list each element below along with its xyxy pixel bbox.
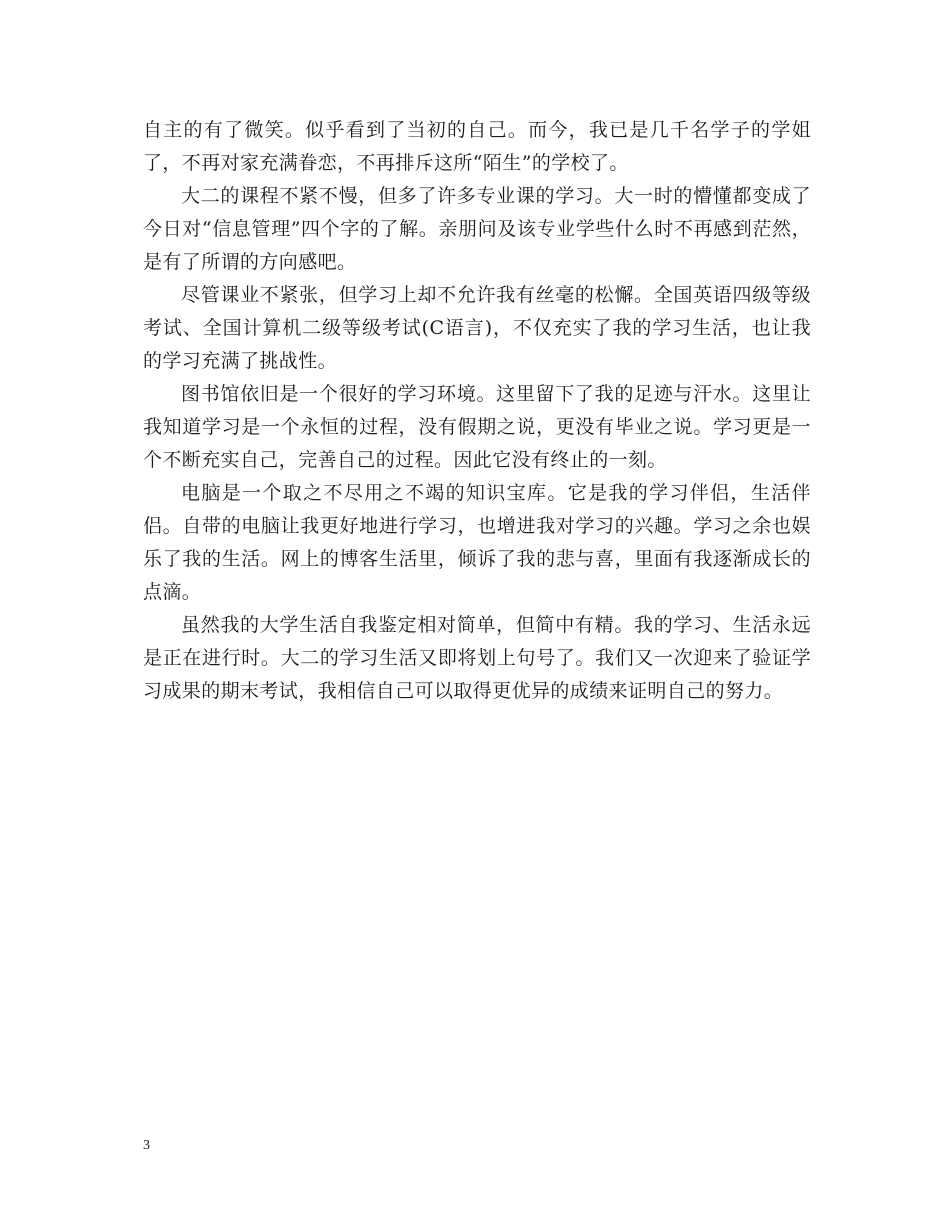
document-body xyxy=(143,114,811,708)
paragraph-library: 图书馆依旧是一个很好的学习环境。这里留下了我的足迹与汗水。这里让我知道学习是一个永恒的过程，没有假期之说，更没有毕业之说。学习更是一个不断充实自己，完善自己的过程。因此它没有终止的一刻。 xyxy=(143,383,811,471)
paragraph-exams: 尽管课业不紧张，但学习上却不允许我有丝毫的松懈。全国英语四级等级考试、全国计算机二级等级考试(C语言)，不仅充实了我的学习生活，也让我的学习充满了挑战性。 xyxy=(143,284,811,372)
paragraph-conclusion: 虽然我的大学生活自我鉴定相对简单，但简中有精。我的学习、生活永远是正在进行时。大二的学习生活又即将划上句号了。我们又一次迎来了验证学习成果的期末考试，我相信自己可以取得更优异的成绩来证明自己的努力。 xyxy=(143,614,811,702)
paragraph-courses: 大二的课程不紧不慢，但多了许多专业课的学习。大一时的懵懂都变成了今日对“信息管理”四个字的了解。亲朋问及该专业学些什么时不再感到茫然，是有了所谓的方向感吧。 xyxy=(143,185,811,273)
paragraph-computer: 电脑是一个取之不尽用之不竭的知识宝库。它是我的学习伴侣，生活伴侣。自带的电脑让我更好地进行学习，也增进我对学习的兴趣。学习之余也娱乐了我的生活。网上的博客生活里，倾诉了我的悲与喜，里面有我逐渐成长的点滴。 xyxy=(143,482,811,603)
paragraph-continued: 自主的有了微笑。似乎看到了当初的自己。而今，我已是几千名学子的学姐了，不再对家充满眷恋，不再排斥这所“陌生”的学校了。 xyxy=(143,119,811,174)
page-number: 3 xyxy=(143,1138,150,1153)
